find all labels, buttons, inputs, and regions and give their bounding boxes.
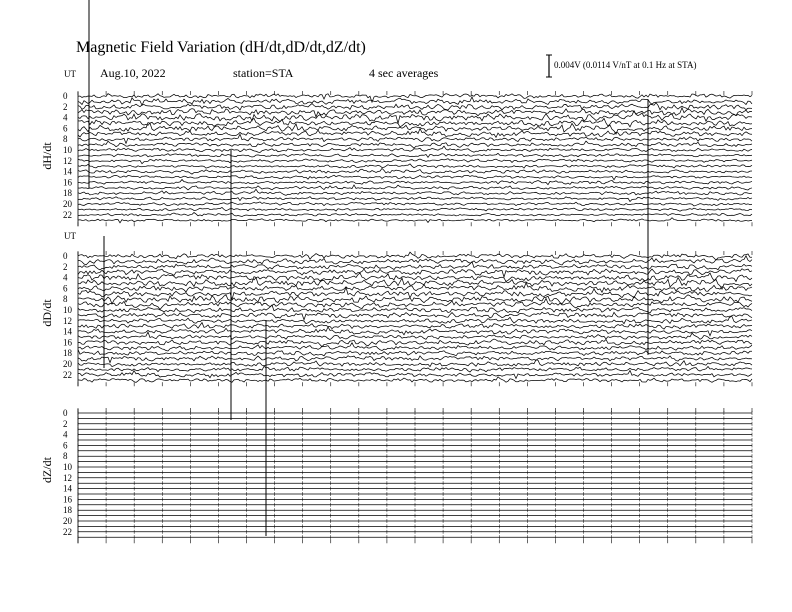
ut-label: UT (64, 69, 76, 79)
trace-hour-12 (78, 159, 752, 164)
scale-bar (546, 55, 552, 77)
tick-label: 8 (63, 134, 68, 145)
trace-hour-4 (78, 273, 752, 282)
tick-label: 10 (63, 462, 72, 472)
tick-label: 22 (63, 526, 72, 537)
trace-hour-8 (78, 295, 752, 304)
panel-dD-dt (40, 231, 752, 386)
trace-hour-8 (78, 134, 752, 143)
tick-label: 18 (63, 505, 72, 516)
tick-label: 12 (63, 315, 72, 326)
tick-label: 16 (63, 177, 72, 188)
tick-label: 14 (63, 166, 72, 177)
trace-hour-9 (78, 141, 752, 148)
trace-hour-10 (78, 305, 752, 313)
trace-hour-13 (78, 323, 752, 330)
tick-label: 22 (63, 209, 72, 220)
trace-hour-9 (78, 298, 752, 309)
tick-label: 4 (63, 112, 68, 123)
tick-label: 14 (63, 483, 72, 494)
averaging-label: 4 sec averages (369, 66, 439, 80)
trace-hour-17 (78, 185, 752, 190)
tick-label: 8 (63, 294, 68, 305)
tick-label: 2 (63, 418, 68, 429)
trace-hour-13 (78, 164, 752, 168)
tick-label: 0 (63, 408, 68, 418)
tick-label: 0 (63, 91, 68, 101)
trace-hour-16 (78, 179, 752, 184)
trace-hour-21 (78, 366, 752, 372)
trace-hour-11 (78, 153, 752, 157)
trace-hour-18 (78, 350, 752, 356)
trace-hour-19 (78, 197, 752, 202)
station-label: station=STA (233, 66, 294, 80)
trace-hour-22 (78, 213, 752, 217)
tick-label: 20 (63, 199, 72, 209)
tick-label: 6 (63, 283, 68, 294)
trace-hour-6 (78, 283, 752, 293)
tick-label: 12 (63, 155, 72, 166)
trace-hour-3 (78, 108, 752, 117)
trace-hour-21 (78, 207, 752, 211)
tick-label: 0 (63, 251, 68, 261)
chart-title: Magnetic Field Variation (dH/dt,dD/dt,dZ/dt) (76, 39, 366, 56)
tick-label: 12 (63, 472, 72, 483)
trace-hour-15 (78, 332, 752, 339)
trace-hour-1 (78, 97, 752, 105)
axis-label: dH/dt (40, 142, 54, 170)
tick-label: 16 (63, 337, 72, 348)
trace-hour-19 (78, 356, 752, 363)
tick-label: 18 (63, 188, 72, 199)
trace-hour-23 (78, 377, 752, 383)
tick-label: 10 (63, 145, 72, 155)
scale-label: 0.004V (0.0114 V/nT at 0.1 Hz at STA) (554, 60, 697, 70)
trace-hour-22 (78, 370, 752, 378)
trace-hour-2 (78, 262, 752, 270)
tick-label: 4 (63, 429, 68, 440)
ut-label: UT (64, 231, 76, 241)
tick-label: 2 (63, 261, 68, 272)
trace-hour-20 (78, 360, 752, 367)
panel-dH-dt (40, 66, 752, 226)
tick-label: 4 (63, 272, 68, 283)
tick-label: 20 (63, 359, 72, 369)
trace-hour-15 (78, 175, 752, 180)
tick-label: 2 (63, 101, 68, 112)
tick-label: 8 (63, 451, 68, 462)
tick-label: 16 (63, 494, 72, 505)
tick-label: 14 (63, 326, 72, 337)
tick-label: 6 (63, 123, 68, 134)
trace-hour-11 (78, 312, 752, 320)
trace-hour-14 (78, 168, 752, 174)
trace-hour-5 (78, 118, 752, 127)
tick-label: 6 (63, 440, 68, 451)
trace-hour-16 (78, 339, 752, 347)
axis-label: dD/dt (40, 299, 54, 327)
tick-label: 10 (63, 305, 72, 315)
tick-label: 22 (63, 369, 72, 380)
trace-hour-7 (78, 129, 752, 138)
trace-hour-23 (78, 218, 752, 223)
trace-hour-14 (78, 327, 752, 336)
trace-hour-20 (78, 202, 752, 206)
date-label: Aug.10, 2022 (100, 66, 166, 80)
trace-hour-12 (78, 316, 752, 324)
tick-label: 20 (63, 516, 72, 526)
trace-hour-18 (78, 189, 752, 195)
tick-label: 18 (63, 348, 72, 359)
panel-dZ-dt (40, 408, 752, 543)
trace-hour-3 (78, 269, 752, 277)
axis-label: dZ/dt (40, 457, 54, 483)
